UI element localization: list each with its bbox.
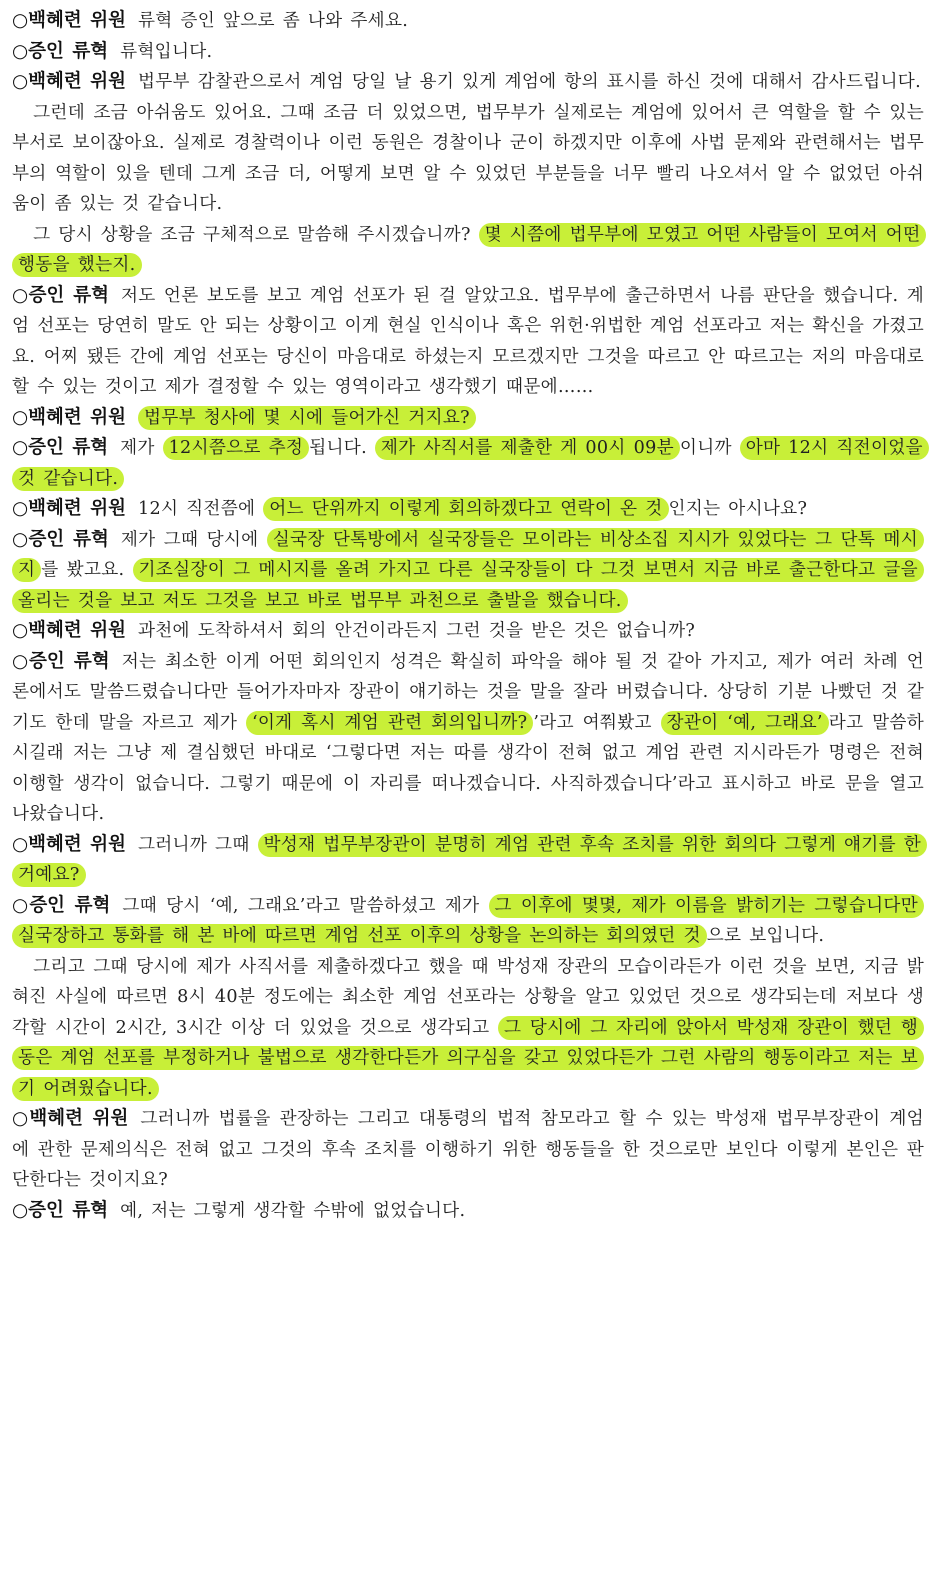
highlighted-text: 기조실장이 그 메시지를 올려 가지고 다른 실국장들이 다 그것 보면서 지금 바로 출근한다고 글을 올리는 것을 보고 저도 그것을 보고 바로 법무부 과천으로 출발을 했습니다. <box>12 558 924 613</box>
speaker-label: ○백혜련 위원 <box>12 620 126 641</box>
transcript-paragraph <box>12 525 924 617</box>
transcript-paragraph <box>12 37 924 68</box>
statement-text: 과천에 도착하셔서 회의 안건이라든지 그런 것을 받은 것은 없습니까? <box>137 621 696 641</box>
transcript-paragraph <box>12 67 924 98</box>
transcript-paragraph <box>12 403 924 434</box>
highlighted-text: ‘이게 혹시 계엄 관련 회의입니까? <box>246 711 533 735</box>
transcript-paragraph <box>12 433 924 494</box>
transcript-paragraph <box>12 1104 924 1196</box>
statement-text: 라고 말씀하시길래 저는 그냥 제 결심했던 바대로 ‘그렇다면 저는 따를 생각이 전혀 없고 계엄 관련 지시라든가 명령은 전혀 이행할 생각이 없습니다. 그렇기 때문에 이 자리를 떠나겠습니다. 사직하겠습니다’라고 표시하고 바로 문을 열고 나왔습니다. <box>12 712 924 824</box>
speaker-label: ○백혜련 위원 <box>12 406 126 428</box>
speaker-label: ○증인 류혁 <box>12 437 109 458</box>
transcript-paragraph <box>12 220 924 281</box>
highlighted-text: 장관이 ‘예, 그래요’ <box>661 711 829 735</box>
highlighted-text: 그 당시에 그 자리에 앉아서 박성재 장관이 했던 행동은 계엄 선포를 부정하거나 불법으로 생각한다든가 의구심을 갖고 있었다든가 그런 사람의 행동이라고 저는 보기 어려웠습니다. <box>12 1016 924 1101</box>
speaker-label: ○백혜련 위원 <box>12 1108 129 1129</box>
statement-text: 법무부 감찰관으로서 계엄 당일 날 용기 있게 계엄에 항의 표시를 하신 것에 대해서 감사드립니다. <box>137 72 921 92</box>
statement-text: 류혁 증인 앞으로 좀 나와 주세요. <box>137 11 409 31</box>
transcript-paragraph <box>12 891 924 952</box>
transcript-paragraph <box>12 494 924 525</box>
transcript-paragraph <box>12 647 924 830</box>
highlighted-text: 제가 사직서를 제출한 게 00시 09분 <box>375 436 680 460</box>
statement-text: 으로 보입니다. <box>706 926 825 946</box>
speaker-label: ○증인 류혁 <box>12 894 111 916</box>
statement-text: 저도 언론 보도를 보고 계엄 선포가 된 걸 알았고요. 법무부에 출근하면서 나름 판단을 했습니다. 계엄 선포는 당연히 말도 안 되는 상황이고 이게 현실 인식이나 혹은 위헌·위법한 계엄 선포라고 저는 확신을 가졌고요. 어찌 됐든 간에 계엄 선포는 당신이 마음대로 하셨는지 모르겠지만 그것을 따르고 안 따르고는 저의 마음대로 할 수 있는 것이고 제가 결정할 수 있는 영역이라고 생각했기 때문에…… <box>12 285 925 397</box>
transcript-paragraph <box>12 830 924 891</box>
statement-text: 됩니다. <box>309 438 375 458</box>
highlighted-text: 어느 단위까지 이렇게 회의하겠다고 연락이 온 것 <box>263 497 668 521</box>
highlighted-text: 법무부 청사에 몇 시에 들어가신 거지요? <box>138 406 476 430</box>
highlighted-text: 그 이후에 몇몇, 제가 이름을 밝히기는 그렇습니다만 실국장하고 통화를 해 본 바에 따르면 계엄 선포 이후의 상황을 논의하는 회의였던 것 <box>12 894 924 949</box>
highlighted-text: 아마 12시 직전이었을 것 같습니다. <box>12 436 929 491</box>
statement-text: ’라고 여쭤봤고 <box>533 712 661 733</box>
transcript-paragraph <box>12 1196 924 1227</box>
statement-text: 제가 그때 당시에 <box>120 529 267 550</box>
highlighted-text: 박성재 법무부장관이 분명히 계엄 관련 후속 조치를 위한 회의다 그렇게 얘기를 한 거예요? <box>12 833 927 888</box>
statement-text: 그러니까 법률을 관장하는 그리고 대통령의 법적 참모라고 할 수 있는 박성재 법무부장관이 계엄에 관한 문제의식은 전혀 없고 그것의 후속 조치를 이행하기 위한 행동들을 한 것으로만 보인다 이렇게 본인은 판단한다는 것이지요? <box>12 1109 924 1190</box>
transcript-paragraph <box>12 281 924 403</box>
statement-text: 류혁입니다. <box>120 41 213 62</box>
transcript-paragraph <box>12 952 924 1105</box>
speaker-label: ○백혜련 위원 <box>12 71 126 92</box>
statement-text: 인지는 아시나요? <box>668 499 808 519</box>
speaker-label: ○백혜련 위원 <box>12 833 126 855</box>
statement-text: 이니까 <box>679 438 740 458</box>
statement-text: 그러니까 그때 <box>137 834 258 855</box>
transcript-paragraph <box>12 6 924 37</box>
speaker-label: ○백혜련 위원 <box>12 10 126 31</box>
speaker-label: ○백혜련 위원 <box>12 498 126 519</box>
speaker-label: ○증인 류혁 <box>12 650 110 672</box>
statement-text: 12시 직전쯤에 <box>137 499 264 519</box>
speaker-label: ○증인 류혁 <box>12 284 109 306</box>
speaker-label: ○증인 류혁 <box>12 1199 109 1221</box>
statement-text: 그 당시 상황을 조금 구체적으로 말씀해 주시겠습니까? <box>33 224 479 245</box>
statement-text: 그때 당시 ‘예, 그래요’라고 말씀하셨고 제가 <box>122 895 489 916</box>
highlighted-text: 실국장 단톡방에서 실국장들은 모이라는 비상소집 지시가 있었다는 그 단톡 메시지 <box>12 528 924 583</box>
highlighted-text: 몇 시쯤에 법무부에 모였고 어떤 사람들이 모여서 어떤 행동을 했는지. <box>12 223 926 278</box>
statement-text: 그리고 그때 당시에 제가 사직서를 제출하겠다고 했을 때 박성재 장관의 모습이라든가 이런 것을 보면, 지금 밝혀진 사실에 따르면 8시 40분 정도에는 최소한 계엄 선포라는 상황을 알고 있었던 것으로 생각되는데 저보다 생각할 시간이 2시간, 3시간 이상 더 있었을 것으로 생각되고 <box>12 956 924 1038</box>
statement-text: 저는 최소한 이게 어떤 회의인지 성격은 확실히 파악을 해야 될 것 같아 가지고, 제가 여러 차례 언론에서도 말씀드렸습니다만 들어가자마자 장관이 얘기하는 것을 말을 잘라 버렸습니다. 상당히 기분 나빴던 것 같기도 한데 말을 자르고 제가 <box>12 651 924 733</box>
speaker-label: ○증인 류혁 <box>12 40 109 62</box>
statement-text: 를 봤고요. <box>41 560 133 580</box>
statement-text: 제가 <box>120 438 163 458</box>
speaker-label: ○증인 류혁 <box>12 528 109 550</box>
transcript-paragraph <box>12 98 924 220</box>
transcript-paragraph <box>12 616 924 647</box>
highlighted-text: 12시쯤으로 추정 <box>163 436 310 460</box>
statement-text: 그런데 조금 아쉬움도 있어요. 그때 조금 더 있었으면, 법무부가 실제로는 계엄에 있어서 큰 역할을 할 수 있는 부서로 보이잖아요. 실제로 경찰력이나 이런 동원은 경찰이나 군이 하겠지만 이후에 사법 문제와 관련해서는 법무부의 역할이 있을 텐데 그게 조금 더, 어떻게 보면 알 수 있었던 부분들을 너무 빨리 나오셔서 알 수 없었던 아쉬움이 좀 있는 것 같습니다. <box>12 102 924 214</box>
statement-text: 예, 저는 그렇게 생각할 수밖에 없었습니다. <box>120 1200 466 1221</box>
